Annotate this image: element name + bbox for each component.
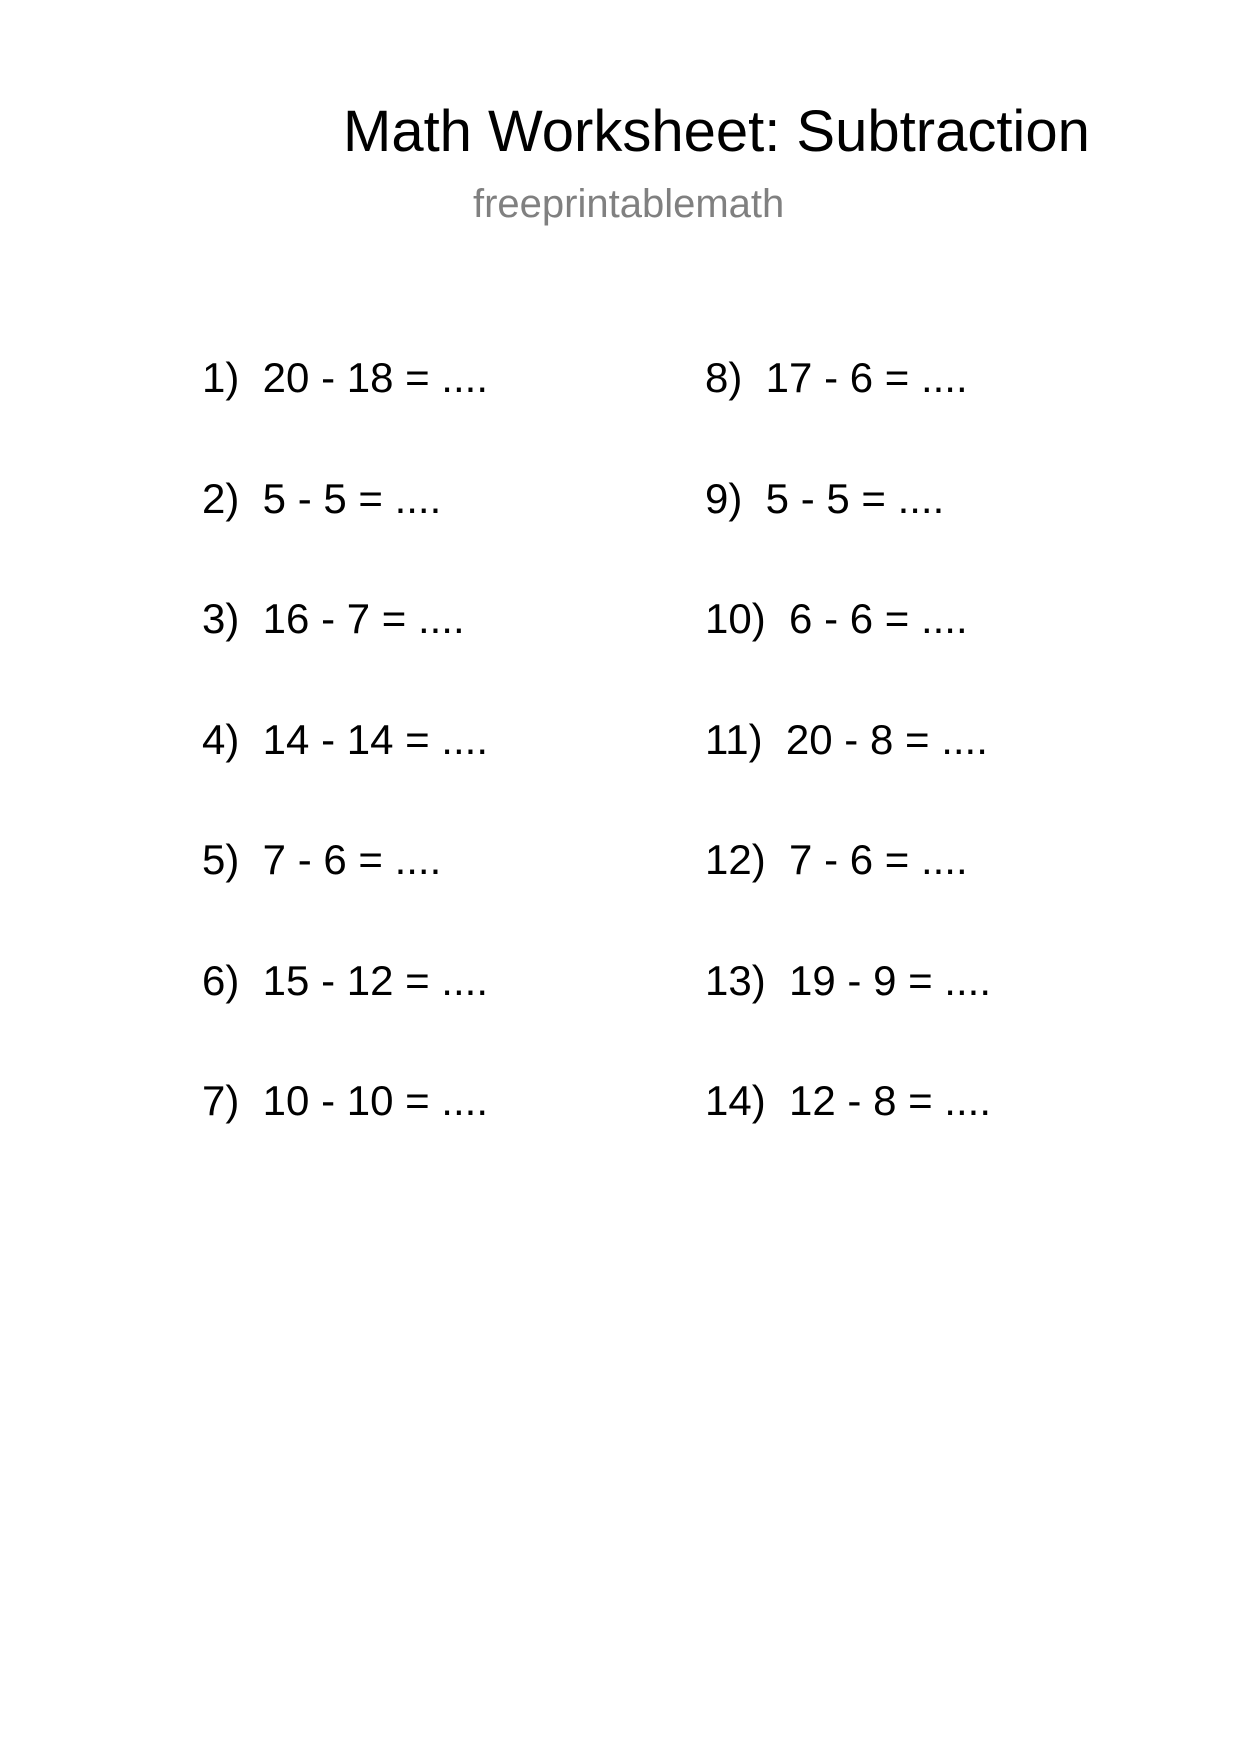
problem: 14) 12 - 8 = .... [705,1077,991,1124]
problem-column-left [202,348,488,1192]
problem: 2) 5 - 5 = .... [202,474,442,522]
problem: 4) 14 - 14 = .... [202,715,488,763]
subtitle: freeprintablemath [473,182,785,226]
page-title: Math Worksheet: Subtraction [343,99,1090,164]
problem: 7) 10 - 10 = .... [202,1077,488,1124]
problem: 5) 7 - 6 = .... [202,836,442,883]
problem: 9) 5 - 5 = .... [705,474,945,522]
problem: 8) 17 - 6 = .... [705,354,968,401]
problem: 6) 15 - 12 = .... [202,956,488,1004]
problem: 1) 20 - 18 = .... [202,354,488,401]
problem-column-right [705,348,991,1192]
problem: 12) 7 - 6 = .... [705,836,968,883]
problem: 11) 20 - 8 = .... [705,715,988,763]
problem: 3) 16 - 7 = .... [202,595,465,642]
problem: 13) 19 - 9 = .... [705,956,991,1004]
problem: 10) 6 - 6 = .... [705,595,968,642]
